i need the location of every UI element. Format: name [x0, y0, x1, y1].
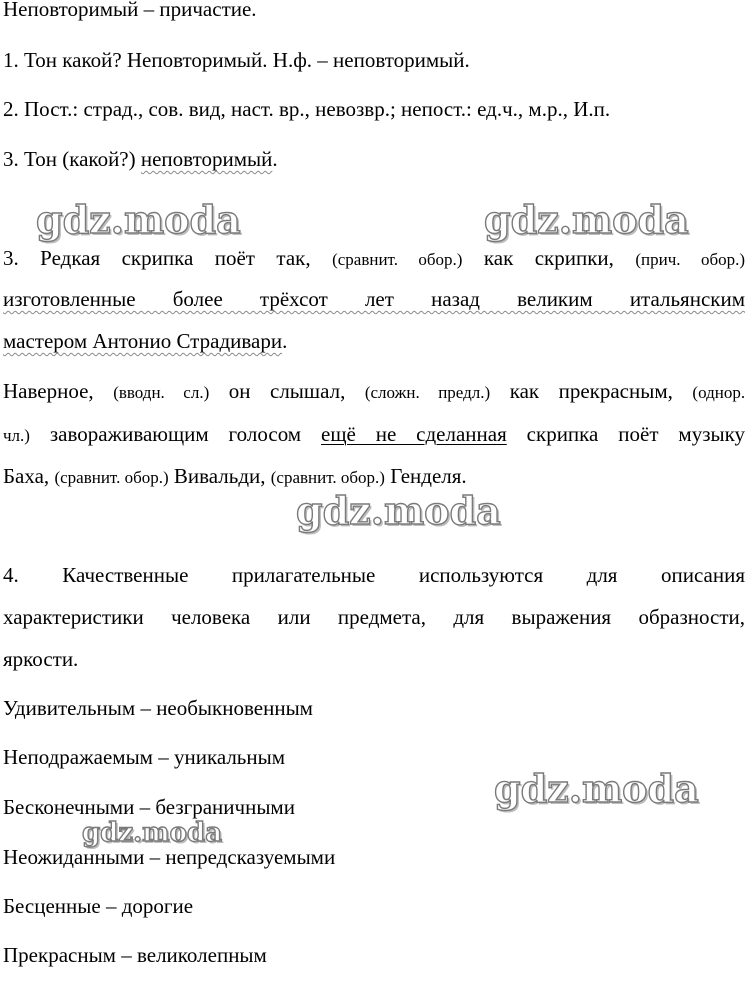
text-fragment: 3. Редкая скрипка поёт так,: [3, 246, 311, 270]
text-fragment: завораживающим голосом: [49, 422, 302, 446]
annotation: (прич. обор.): [635, 250, 746, 269]
synonym-pair: Прекрасным – великолепным: [3, 943, 267, 967]
annotation: (сравнит. обор.): [270, 468, 385, 487]
paragraph4-line-3: яркости.: [3, 647, 79, 671]
text-fragment: .: [282, 329, 288, 353]
paragraph-b-line-3: [3, 464, 467, 490]
text-line-1: Неповторимый – причастие.: [3, 0, 257, 21]
watermark-logo: gdz.moda: [494, 766, 699, 811]
annotation: (сравнит. обор.): [54, 468, 169, 487]
text-fragment: Генделя.: [390, 464, 467, 488]
synonym-pair: Неподражаемым – уникальным: [3, 745, 286, 769]
underlined-phrase: мастером Антонио Страдивари: [3, 329, 283, 353]
text-line-3: 2. Пост.: страд., сов. вид, наст. вр., невозвр.; непост.: ед.ч., м.р., И.п.: [3, 97, 611, 121]
watermark-logo: gdz.moda: [82, 818, 223, 848]
underlined-participle: неповторимый: [140, 147, 273, 171]
synonym-pair: Удивительным – необыкновенным: [3, 696, 313, 720]
paragraph4-line-1: 4. Качественные прилагательные используются для описания: [3, 563, 745, 587]
synonym-pair: Бесконечными – безграничными: [3, 795, 295, 819]
annotation: чл.): [3, 426, 30, 445]
synonym-pair: Неожиданными – непредсказуемыми: [3, 845, 336, 869]
annotation: (сравнит. обор.): [332, 250, 463, 269]
watermark-logo: gdz.moda: [296, 488, 501, 533]
text-line-4: [3, 147, 278, 171]
annotation: (вводн. сл.): [113, 383, 210, 402]
underlined-phrase: ещё не сделанная: [321, 422, 507, 446]
paragraph3-line-1: [3, 246, 745, 272]
synonym-pair: Бесценные – дорогие: [3, 894, 194, 918]
text-fragment: Наверное,: [3, 379, 94, 403]
underlined-phrase: изготовленные более трёхсот лет назад великим итальянским: [3, 287, 745, 311]
paragraph3-line-3: [3, 329, 287, 353]
paragraph3-line-2: [3, 287, 745, 311]
annotation: (однор.: [692, 383, 746, 402]
text-fragment: как скрипки,: [483, 246, 614, 270]
text-fragment: Вивальди,: [173, 464, 266, 488]
paragraph-b-line-1: [3, 379, 745, 405]
paragraph-b-line-2: [3, 422, 745, 448]
watermark-logo: gdz.moda: [36, 197, 241, 242]
text-fragment: Баха,: [3, 464, 50, 488]
text-line-2: 1. Тон какой? Неповторимый. Н.ф. – неповторимый.: [3, 48, 470, 72]
text-fragment: он слышал,: [228, 379, 346, 403]
paragraph4-line-2: характеристики человека или предмета, для выражения образности,: [3, 605, 745, 629]
text-fragment: .: [272, 147, 278, 171]
text-fragment: как прекрасным,: [509, 379, 673, 403]
text-fragment: 3. Тон (какой?): [3, 147, 141, 171]
watermark-logo: gdz.moda: [484, 197, 689, 242]
text-fragment: скрипка поёт музыку: [526, 422, 746, 446]
annotation: (сложн. предл.): [364, 383, 491, 402]
